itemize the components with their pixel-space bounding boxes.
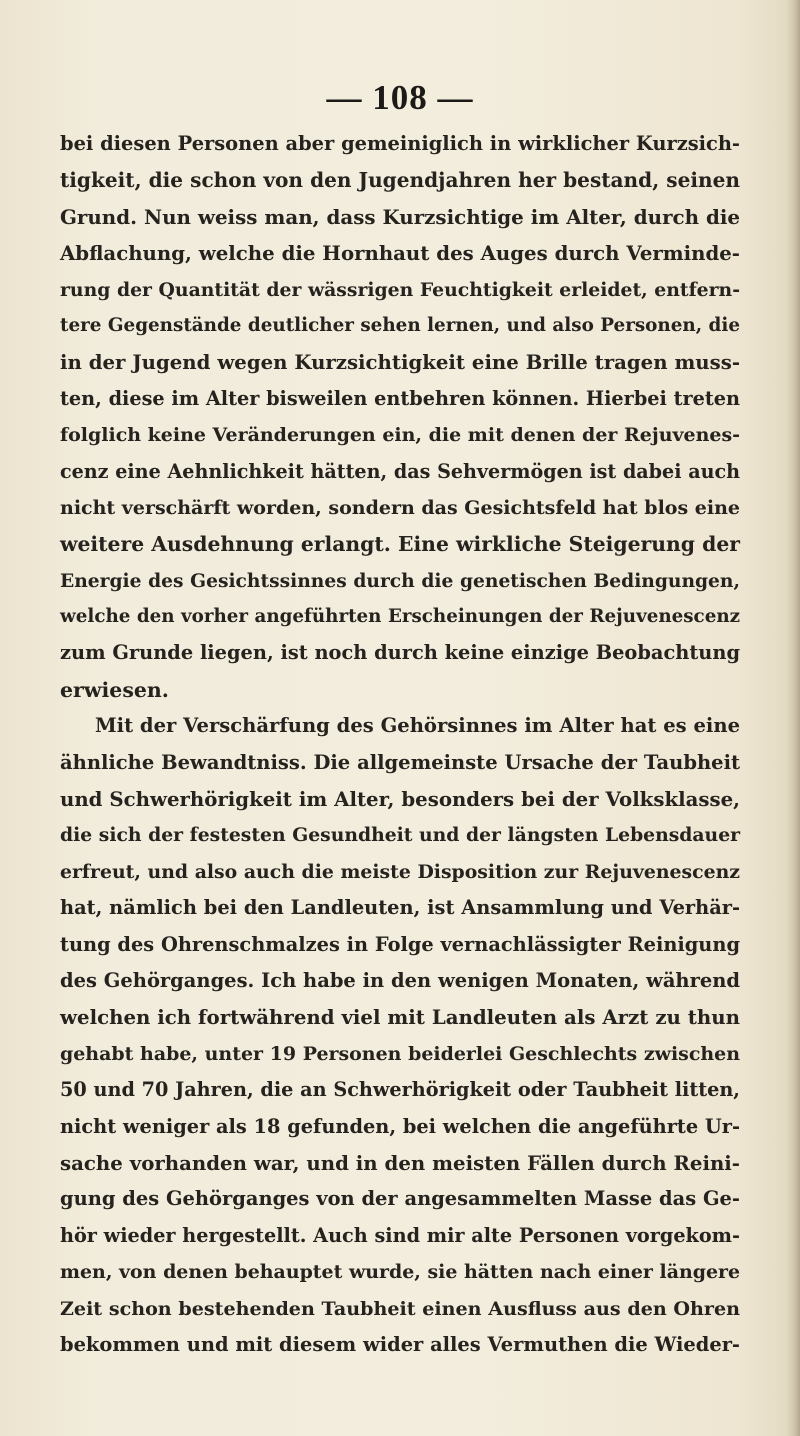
text-line: nicht weniger als 18 gefunden, bei welchen die angeführte Ur- xyxy=(60,1114,740,1138)
text-line: gehabt habe, unter 19 Personen beiderlei Geschlechts zwischen xyxy=(60,1042,740,1065)
text-line: ten, diese im Alter bisweilen entbehren können. Hierbei treten xyxy=(60,386,740,410)
text-line: Zeit schon bestehenden Taubheit einen Ausfluss aus den Ohren xyxy=(60,1296,740,1320)
text-line: und Schwerhörigkeit im Alter, besonders bei der Volksklasse, xyxy=(60,787,740,812)
text-line: tung des Ohrenschmalzes in Folge vernachlässigter Reinigung xyxy=(60,932,740,956)
text-line: in der Jugend wegen Kurzsichtigkeit eine Brille tragen muss- xyxy=(60,350,740,375)
text-line: hör wieder hergestellt. Auch sind mir alte Personen vorgekom- xyxy=(60,1223,740,1247)
text-line: Mit der Verschärfung des Gehörsinnes im Alter hat es eine xyxy=(95,714,740,738)
text-line: nicht verschärft worden, sondern das Gesichtsfeld hat blos eine xyxy=(60,496,740,519)
text-line: tigkeit, die schon von den Jugendjahren her bestand, seinen xyxy=(60,168,740,193)
text-line: welche den vorher angeführten Erscheinungen der Rejuvenescenz xyxy=(60,606,740,628)
text-line: ähnliche Bewandtniss. Die allgemeinste Ursache der Taubheit xyxy=(60,750,740,774)
text-line: tere Gegenstände deutlicher sehen lernen, und also Personen, die xyxy=(60,314,740,336)
text-line: cenz eine Aehnlichkeit hätten, das Sehvermögen ist dabei auch xyxy=(60,459,740,483)
text-line: men, von denen behauptet wurde, sie hätten nach einer längere xyxy=(60,1261,740,1284)
text-line: bekommen und mit diesem wider alles Vermuthen die Wieder- xyxy=(60,1332,740,1356)
text-line: hat, nämlich bei den Landleuten, ist Ansammlung und Verhär- xyxy=(60,896,740,920)
text-line: welchen ich fortwährend viel mit Landleuten als Arzt zu thun xyxy=(60,1005,740,1030)
text-line: erwiesen. xyxy=(60,677,169,702)
text-line: 50 und 70 Jahren, die an Schwerhörigkeit oder Taubheit litten, xyxy=(60,1078,740,1102)
text-line: rung der Quantität der wässrigen Feuchtigkeit erleidet, entfern- xyxy=(60,278,740,301)
text-line: die sich der festesten Gesundheit und der längsten Lebensdauer xyxy=(60,824,740,847)
text-line: zum Grunde liegen, ist noch durch keine einzige Beobachtung xyxy=(60,641,740,665)
text-line: Energie des Gesichtssinnes durch die genetischen Bedingungen, xyxy=(60,569,740,592)
page-edge-shadow xyxy=(786,0,800,1436)
text-line: bei diesen Personen aber gemeiniglich in wirklicher Kurzsich- xyxy=(60,132,740,155)
page-number: — 108 — xyxy=(326,78,474,117)
text-line: des Gehörganges. Ich habe in den wenigen Monaten, während xyxy=(60,968,740,992)
text-line: gung des Gehörganges von der angesammelten Masse das Ge- xyxy=(60,1187,740,1211)
text-line: weitere Ausdehnung erlangt. Eine wirkliche Steigerung der xyxy=(60,532,740,557)
text-line: Grund. Nun weiss man, dass Kurzsichtige im Alter, durch die xyxy=(60,204,740,229)
text-line: folglich keine Veränderungen ein, die mit denen der Rejuvenes- xyxy=(60,424,740,447)
text-line: Abflachung, welche die Hornhaut des Auges durch Verminde- xyxy=(60,241,740,266)
body-text xyxy=(60,126,740,1363)
text-line: erfreut, und also auch die meiste Disposition zur Rejuvenescenz xyxy=(60,860,740,883)
text-line: sache vorhanden war, und in den meisten Fällen durch Reini- xyxy=(60,1150,740,1175)
